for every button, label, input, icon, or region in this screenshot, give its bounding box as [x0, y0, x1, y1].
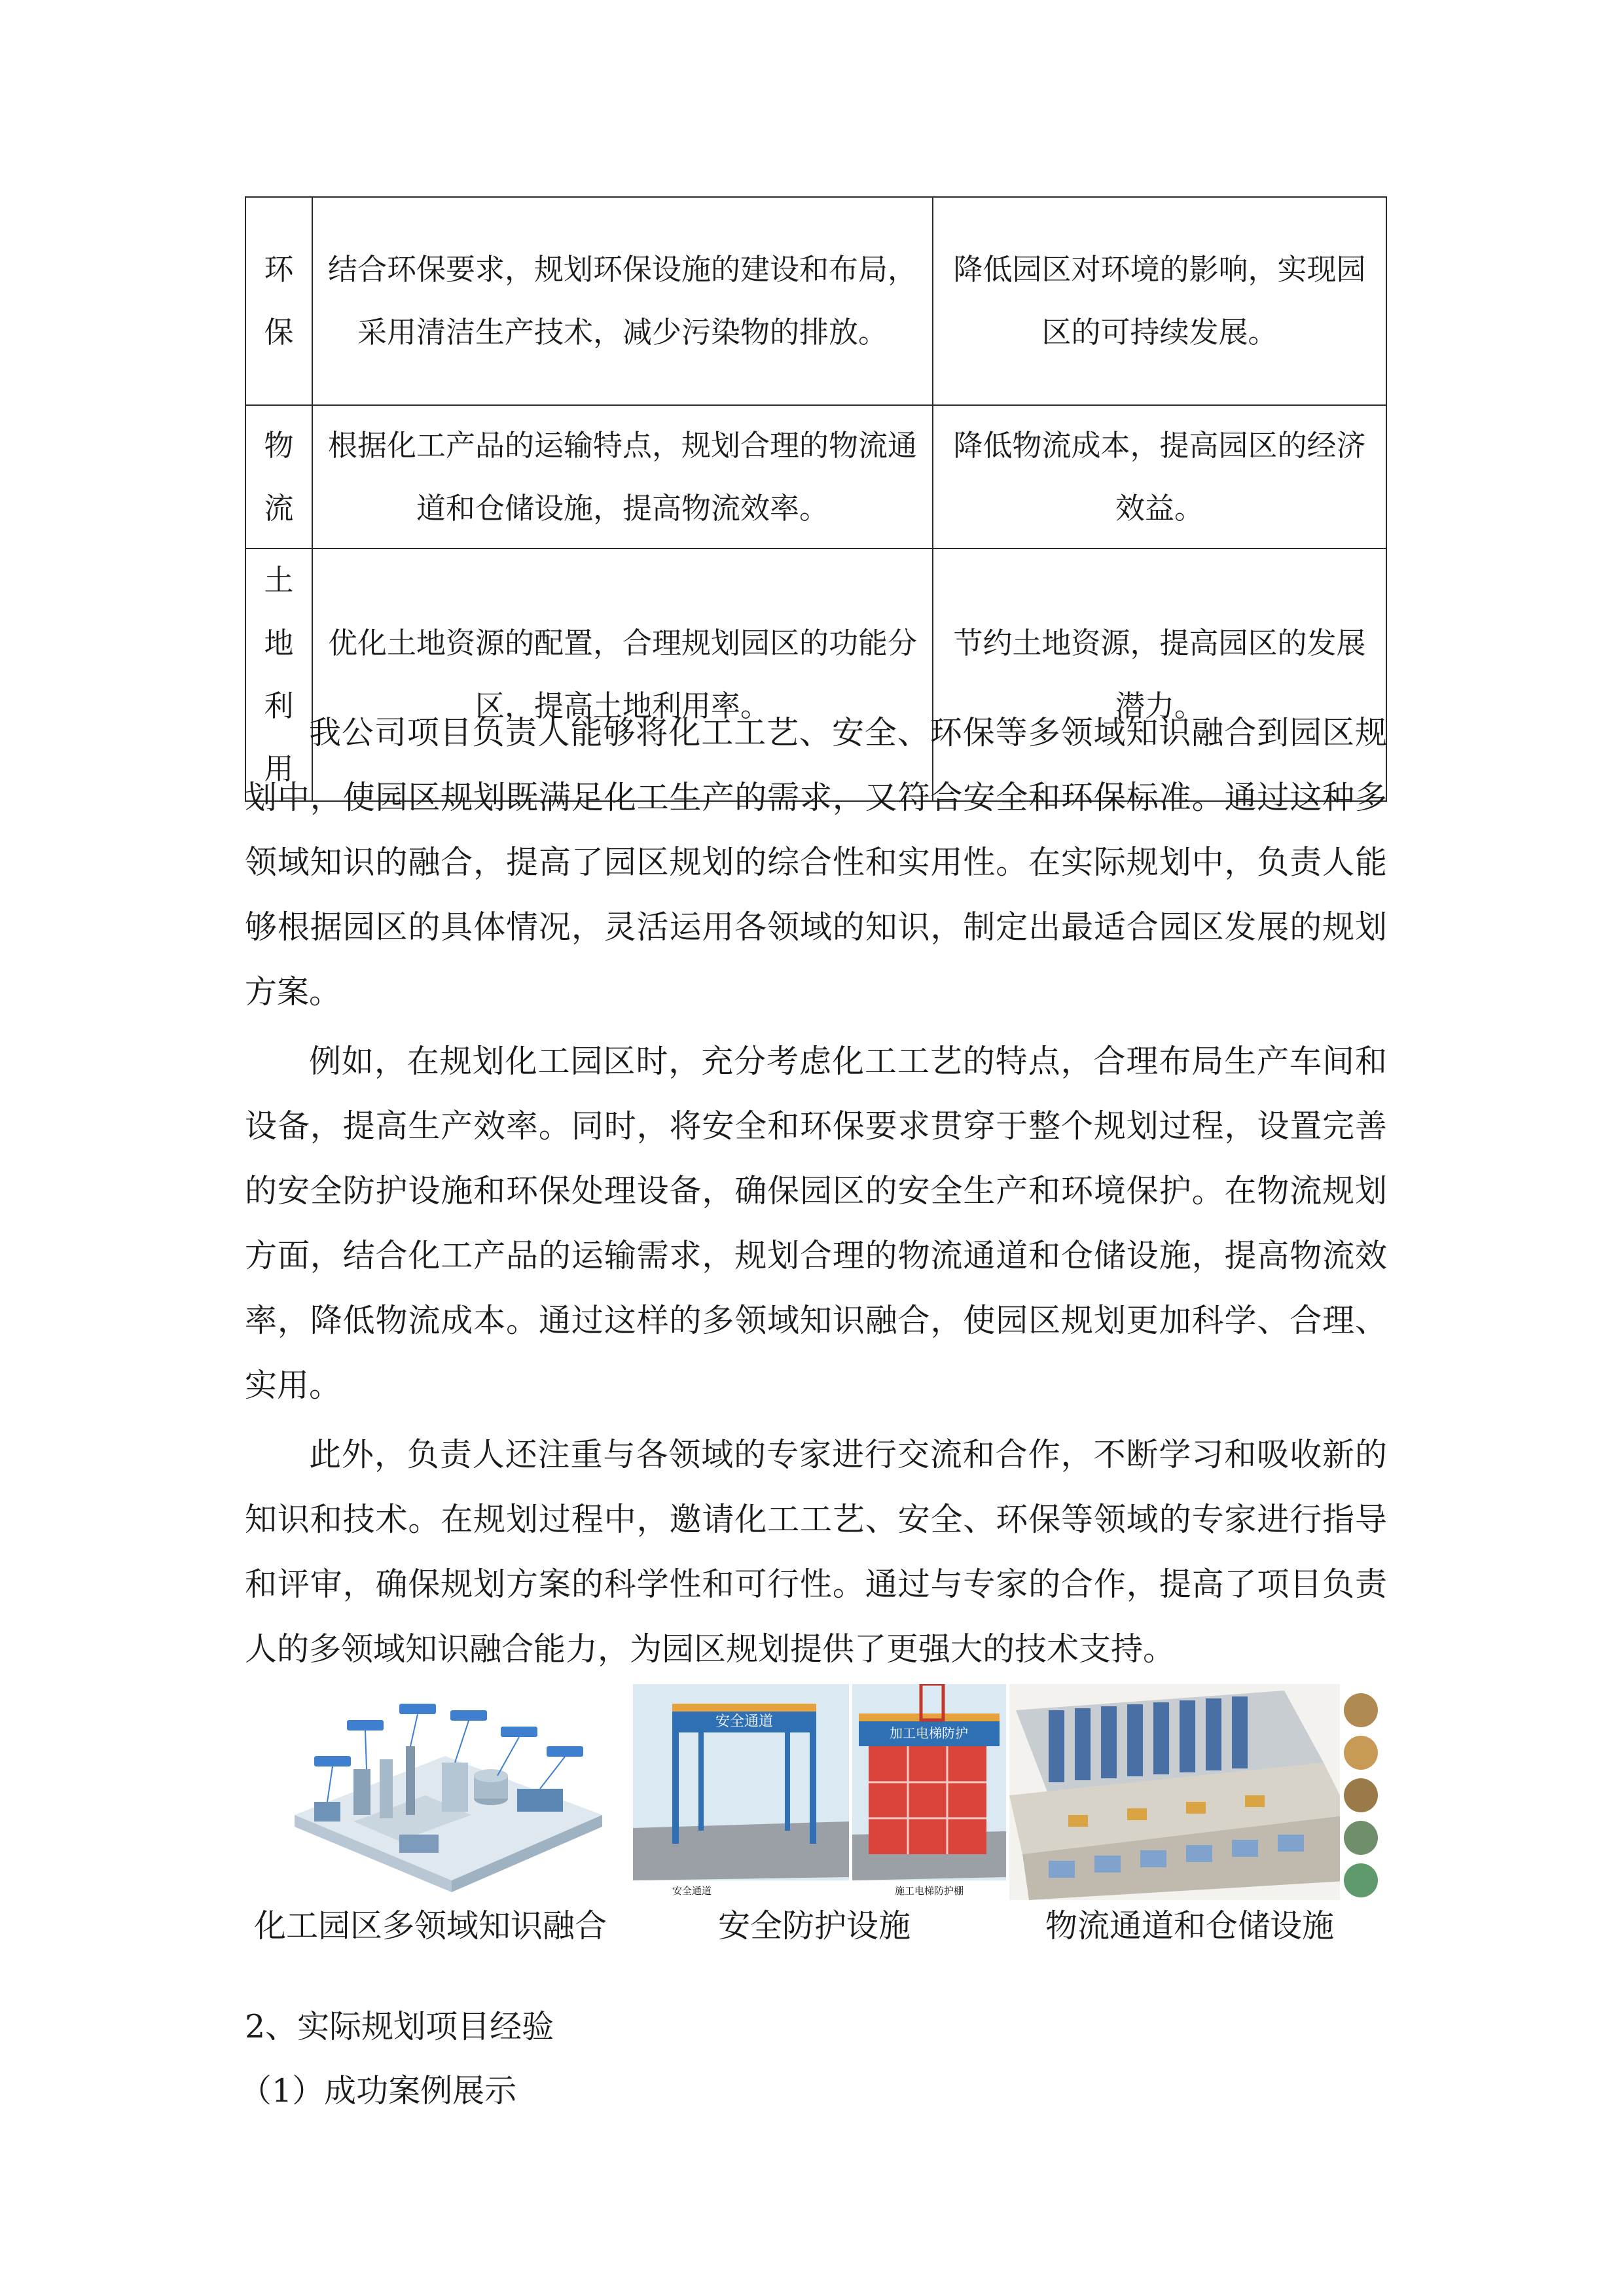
- figure-caption-safety: 安全防护设施: [718, 1907, 911, 1945]
- row-description: 结合环保要求，规划环保设施的建设和布局，采用清洁生产技术，减少污染物的排放。: [312, 197, 933, 405]
- row-description: 根据化工产品的运输特点，规划合理的物流通道和仓储设施，提高物流效率。: [312, 405, 933, 548]
- safe-passage-caption: 安全通道: [672, 1885, 712, 1897]
- paragraph-3: 此外，负责人还注重与各领域的专家进行交流和合作，不断学习和吸收新的知识和技术。在规划过程中，邀请化工工艺、安全、环保等领域的专家进行指导和评审，确保规划方案的科学性和可行性。通过与专家的合作，提高了项目负责人的多领域知识融合能力，为园区规划提供了更强大的技术支持。: [245, 1436, 1387, 1668]
- paragraph-2: 例如，在规划化工园区时，充分考虑化工工艺的特点，合理布局生产车间和设备，提高生产效率。同时，将安全和环保要求贯穿于整个规划过程，设置完善的安全防护设施和环保处理设备，确保园区的安全生产和环境保护。在物流规划方面，结合化工产品的运输需求，规划合理的物流通道和仓储设施，提高物流效率，降低物流成本。通过这样的多领域知识融合，使园区规划更加科学、合理、实用。: [245, 1043, 1387, 1404]
- elevator-protection-sign: 加工电梯防护: [890, 1725, 968, 1741]
- row-description: 优化土地资源的配置，合理规划园区的功能分区，提高土地利用率。: [312, 548, 933, 801]
- row-header: 物流: [245, 405, 312, 548]
- row-header: 环保: [245, 197, 312, 405]
- row-effect: 降低园区对环境的影响，实现园区的可持续发展。: [933, 197, 1386, 405]
- logistics-warehouse-image: [1009, 1684, 1382, 1900]
- figure-caption-chemical-park: 化工园区多领域知识融合: [254, 1907, 607, 1945]
- row-effect: 节约土地资源，提高园区的发展潜力。: [933, 548, 1386, 801]
- section-subheading: （1）成功案例展示: [240, 2072, 517, 2109]
- table-row: [245, 197, 1386, 405]
- section-heading: 2、实际规划项目经验: [245, 2008, 554, 2045]
- row-header: 土地利用: [245, 548, 312, 801]
- elevator-protection-caption: 施工电梯防护棚: [895, 1885, 964, 1897]
- chemical-park-image: [275, 1684, 622, 1900]
- paragraph-1: 我公司项目负责人能够将化工工艺、安全、环保等多领域知识融合到园区规划中，使园区规划既满足化工生产的需求，又符合安全和环保标准。通过这种多领域知识的融合，提高了园区规划的综合性和实用性。在实际规划中，负责人能够根据园区的具体情况，灵活运用各领域的知识，制定出最适合园区发展的规划方案。: [245, 714, 1387, 1011]
- row-effect: 降低物流成本，提高园区的经济效益。: [933, 405, 1386, 548]
- safe-passage-sign: 安全通道: [715, 1713, 774, 1730]
- table-row: [245, 405, 1386, 548]
- safety-protection-image: [633, 1684, 1006, 1900]
- figure-caption-logistics: 物流通道和仓储设施: [1045, 1907, 1335, 1945]
